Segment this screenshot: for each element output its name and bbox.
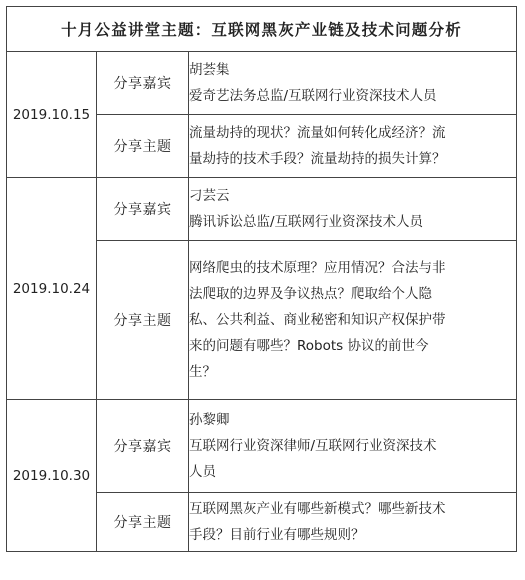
session-3-guest-title-line: 互联网行业资深律师/互联网行业资深技术 <box>189 438 437 454</box>
session-1-topic-line: 流量劫持的现状？流量如何转化成经济？流 <box>189 125 446 141</box>
session-1-guest-title: 爱奇艺法务总监/互联网行业资深技术人员 <box>189 88 437 104</box>
session-3-guest-title-line: 人员 <box>189 464 216 480</box>
session-2-topic-label: 分享主题 <box>97 241 189 400</box>
session-2-topic-cell <box>189 241 517 400</box>
session-3-guest-name: 孙黎卿 <box>189 412 230 428</box>
session-2-topic-line: 私、公共利益、商业秘密和知识产权保护带 <box>189 312 446 328</box>
session-1-guest-row <box>7 52 517 115</box>
session-1-guest-cell <box>189 52 517 115</box>
session-2-guest-name: 刁芸云 <box>189 188 230 204</box>
session-3-guest-cell <box>189 400 517 493</box>
session-2-guest-title: 腾讯诉讼总监/互联网行业资深技术人员 <box>189 214 424 230</box>
session-2-guest-cell <box>189 178 517 241</box>
session-3-topic-cell <box>189 493 517 552</box>
session-1-guest-name: 胡荟集 <box>189 62 230 78</box>
session-3-topic-line: 互联网黑灰产业有哪些新模式？哪些新技术 <box>189 501 446 517</box>
session-1-topic-cell <box>189 115 517 178</box>
table-title: 十月公益讲堂主题：互联网黑灰产业链及技术问题分析 <box>7 7 517 52</box>
session-2-guest-row <box>7 178 517 241</box>
title-row <box>7 7 517 52</box>
session-2-topic-line: 法爬取的边界及争议热点？爬取给个人隐 <box>189 286 432 302</box>
session-3-guest-row <box>7 400 517 493</box>
session-3-guest-label: 分享嘉宾 <box>97 400 189 493</box>
session-1-guest-label: 分享嘉宾 <box>97 52 189 115</box>
session-2-topic-line: 来的问题有哪些？Robots 协议的前世今 <box>189 338 429 354</box>
session-1-date: 2019.10.15 <box>7 52 97 178</box>
session-2-topic-line: 网络爬虫的技术原理？应用情况？合法与非 <box>189 260 446 276</box>
session-2-guest-label: 分享嘉宾 <box>97 178 189 241</box>
session-1-topic-label: 分享主题 <box>97 115 189 178</box>
lecture-schedule-table <box>6 6 517 552</box>
session-3-topic-label: 分享主题 <box>97 493 189 552</box>
session-1-topic-line: 量劫持的技术手段？流量劫持的损失计算？ <box>189 151 446 167</box>
session-3-date: 2019.10.30 <box>7 400 97 552</box>
session-2-topic-line: 生？ <box>189 364 216 380</box>
session-3-topic-line: 手段？目前行业有哪些规则？ <box>189 527 365 543</box>
session-2-date: 2019.10.24 <box>7 178 97 400</box>
